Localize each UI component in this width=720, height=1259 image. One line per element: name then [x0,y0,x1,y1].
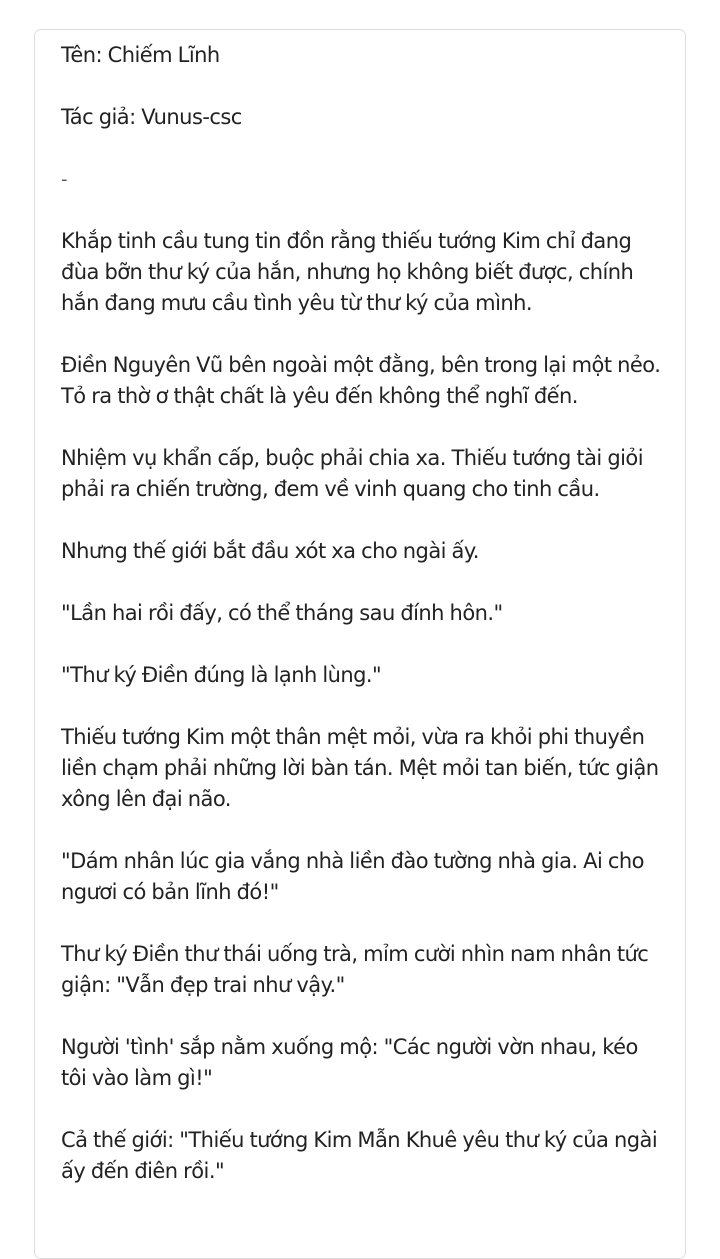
document-body [61,40,673,1218]
paragraph: Cả thế giới: "Thiếu tướng Kim Mẫn Khuê yêu thư ký của ngài ấy đến điên rồi." [61,1128,658,1183]
paragraph: Khắp tinh cầu tung tin đồn rằng thiếu tướng Kim chỉ đang đùa bỡn thư ký của hắn, nhưng họ không biết được, chính hắn đang mưu cầu tình yêu từ thư ký của mình. [61,229,634,315]
paragraph: Nhiệm vụ khẩn cấp, buộc phải chia xa. Thiếu tướng tài giỏi phải ra chiến trường, đem về vinh quang cho tinh cầu. [61,446,643,501]
paragraph: Điền Nguyên Vũ bên ngoài một đằng, bên trong lại một nẻo. Tỏ ra thờ ơ thật chất là yêu đến không thể nghĩ đến. [61,353,661,408]
author-line: Tác giả: Vunus-csc [61,105,242,129]
paragraph: "Lần hai rồi đấy, có thể tháng sau đính hôn." [61,601,503,625]
title-line: Tên: Chiếm Lĩnh [61,43,220,67]
separator: - [61,169,67,190]
paragraph: "Thư ký Điền đúng là lạnh lùng." [61,663,382,687]
paragraph: Nhưng thế giới bắt đầu xót xa cho ngài ấy. [61,539,479,563]
paragraph: Thư ký Điền thư thái uống trà, mỉm cười nhìn nam nhân tức giận: "Vẫn đẹp trai như vậy." [61,942,649,997]
paragraph: Thiếu tướng Kim một thân mệt mỏi, vừa ra khỏi phi thuyền liền chạm phải những lời bàn tán. Mệt mỏi tan biến, tức giận xông lên đại não. [61,725,659,811]
paragraph: "Dám nhân lúc gia vắng nhà liền đào tường nhà gia. Ai cho ngươi có bản lĩnh đó!" [61,849,644,904]
paragraph: Người 'tình' sắp nằm xuống mộ: "Các người vờn nhau, kéo tôi vào làm gì!" [61,1035,638,1090]
